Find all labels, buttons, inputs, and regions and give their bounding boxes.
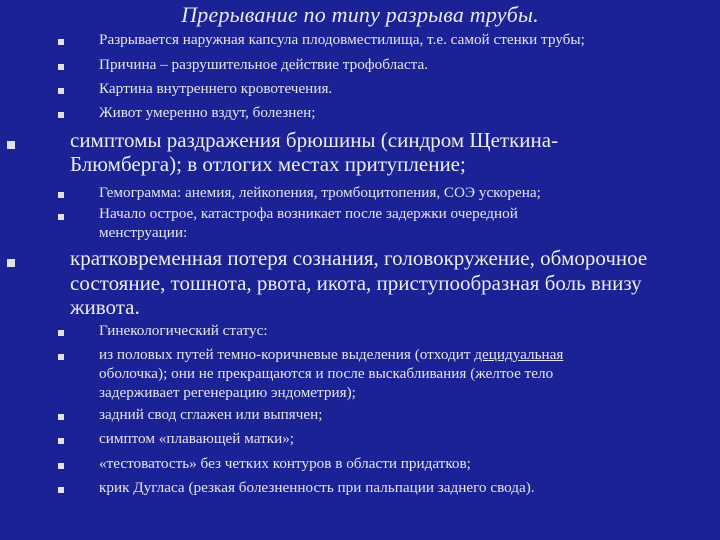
main-item-line: кратковременная потеря сознания, головокружение, обморочное <box>70 246 648 270</box>
slide-title: Прерывание по типу разрыва трубы. <box>181 2 539 27</box>
sub-item-continuation: задерживает регенерацию эндометрия); <box>99 384 356 401</box>
main-item-line: живота. <box>70 295 140 319</box>
sub-item-text: из половых путей темно-коричневые выделения (отходит <box>99 346 475 363</box>
sub-item: Живот умеренно вздут, болезнен; <box>99 104 316 121</box>
sub-item-continuation: оболочка); они не прекращаются и после выскабливания (желтое тело <box>99 365 554 382</box>
main-item-line: Блюмберга); в отлогих местах притупление; <box>70 152 466 176</box>
sub-item: Причина – разрушительное действие трофобласта. <box>99 56 429 73</box>
sub-item: «тестоватость» без четких контуров в области придатков; <box>99 455 471 472</box>
bullet-icon <box>58 438 64 444</box>
sub-item: Картина внутреннего кровотечения. <box>99 80 333 97</box>
sub-item: Начало острое, катастрофа возникает после задержки очередной <box>99 205 518 222</box>
sub-item: Разрывается наружная капсула плодовместилища, т.е. самой стенки трубы; <box>99 31 585 48</box>
bullet-icon <box>58 414 64 420</box>
main-item-line: состояние, тошнота, рвота, икота, приступообразная боль внизу <box>70 271 642 295</box>
sub-item: Гинекологический статус: <box>99 322 268 339</box>
bullet-icon <box>58 192 64 198</box>
main-item-line: симптомы раздражения брюшины (синдром Щеткина- <box>70 128 559 152</box>
sub-item-continuation: менструации: <box>99 224 188 241</box>
underlined-term: децидуальная <box>474 346 564 363</box>
bullet-icon <box>58 214 64 220</box>
sub-item: симптом «плавающей матки»; <box>99 430 295 447</box>
main-bullet-icon <box>7 141 15 149</box>
bullet-icon <box>58 64 64 70</box>
bullet-icon <box>58 39 64 45</box>
sub-item: Гемограмма: анемия, лейкопения, тромбоцитопения, СОЭ ускорена; <box>99 184 541 201</box>
bullet-icon <box>58 88 64 94</box>
sub-item <box>99 346 563 364</box>
sub-item: задний свод сглажен или выпячен; <box>99 406 323 423</box>
bullet-icon <box>58 354 64 360</box>
bullet-icon <box>58 112 64 118</box>
main-bullet-icon <box>7 259 15 267</box>
bullet-icon <box>58 463 64 469</box>
sub-item: крик Дугласа (резкая болезненность при пальпации заднего свода). <box>99 479 535 496</box>
bullet-icon <box>58 487 64 493</box>
bullet-icon <box>58 330 64 336</box>
